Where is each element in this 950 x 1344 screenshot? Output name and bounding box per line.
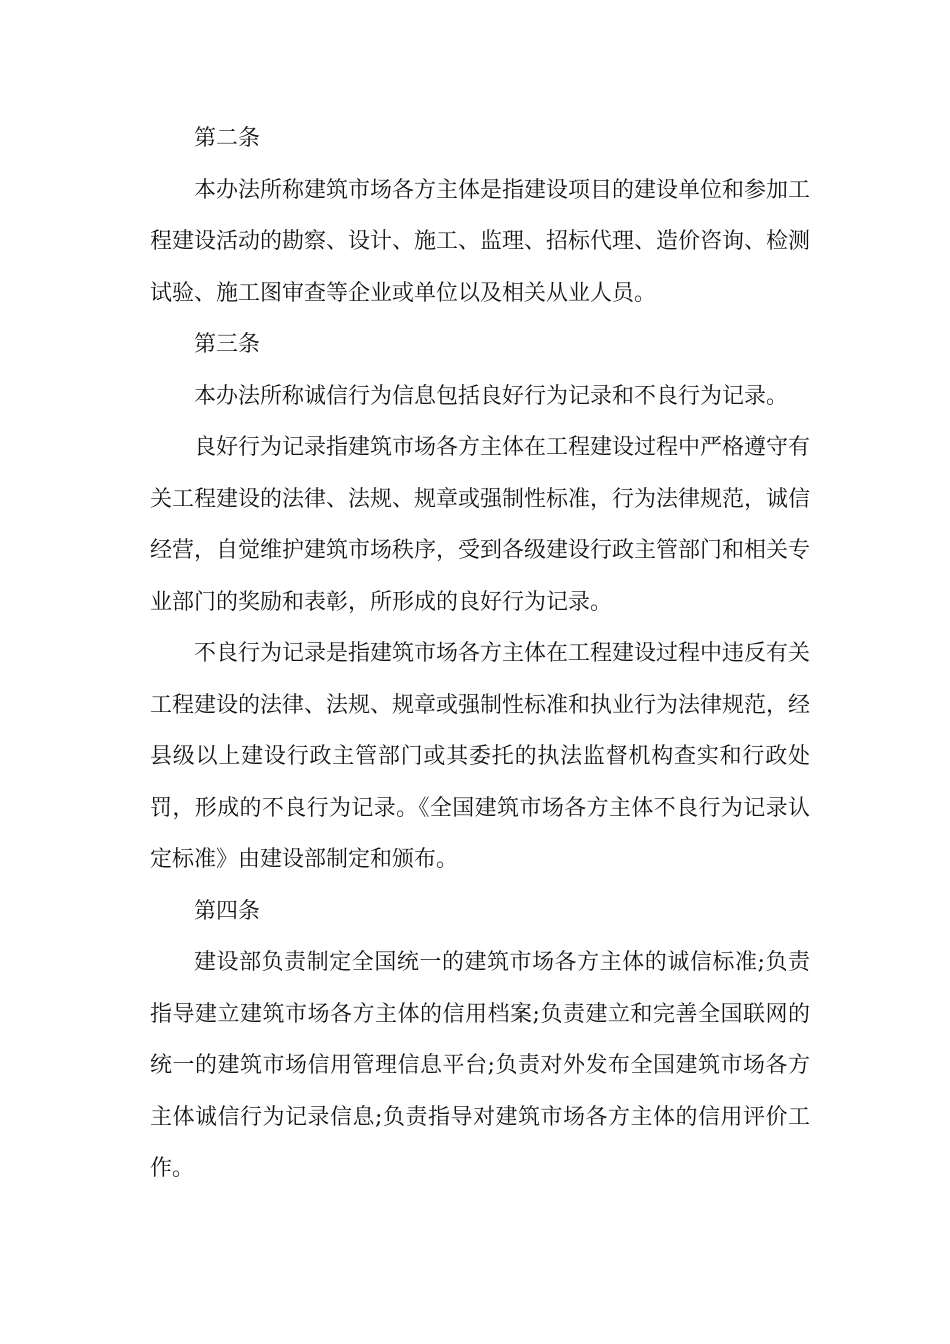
- article-heading-4: 第四条: [194, 898, 261, 924]
- article-heading-2: 第二条: [194, 126, 261, 151]
- document-body: [150, 113, 810, 1195]
- paragraph-good-record: 良好行为记录指建筑市场各方主体在工程建设过程中严格遵守有关工程建设的法律、法规、规章或强制性标准，行为法律规范，诚信经营，自觉维护建筑市场秩序，受到各级建设行政主管部门和相关专业部门的奖励和表彰，所形成的良好行为记录。: [150, 435, 811, 615]
- paragraph-credit-info: 本办法所称诚信行为信息包括良好行为记录和不良行为记录。: [194, 383, 789, 409]
- article-heading-3: 第三条: [194, 332, 261, 357]
- paragraph-bad-record: 不良行为记录是指建筑市场各方主体在工程建设过程中违反有关工程建设的法律、法规、规章或强制性标准和执业行为法律规范，经县级以上建设行政主管部门或其委托的执法监督机构查实和行政处罚，形成的不良行为记录。《全国建筑市场各方主体不良行为记录认定标准》由建设部制定和颁布。: [150, 641, 811, 872]
- paragraph-ministry-duties: 建设部负责制定全国统一的建筑市场各方主体的诚信标准;负责指导建立建筑市场各方主体的信用档案;负责建立和完善全国联网的统一的建筑市场信用管理信息平台;负责对外发布全国建筑市场各方主体诚信行为记录信息;负责指导对建筑市场各方主体的信用评价工作。: [150, 950, 810, 1181]
- paragraph-market-subjects: 本办法所称建筑市场各方主体是指建设项目的建设单位和参加工程建设活动的勘察、设计、施工、监理、招标代理、造价咨询、检测试验、施工图审查等企业或单位以及相关从业人员。: [150, 177, 811, 306]
